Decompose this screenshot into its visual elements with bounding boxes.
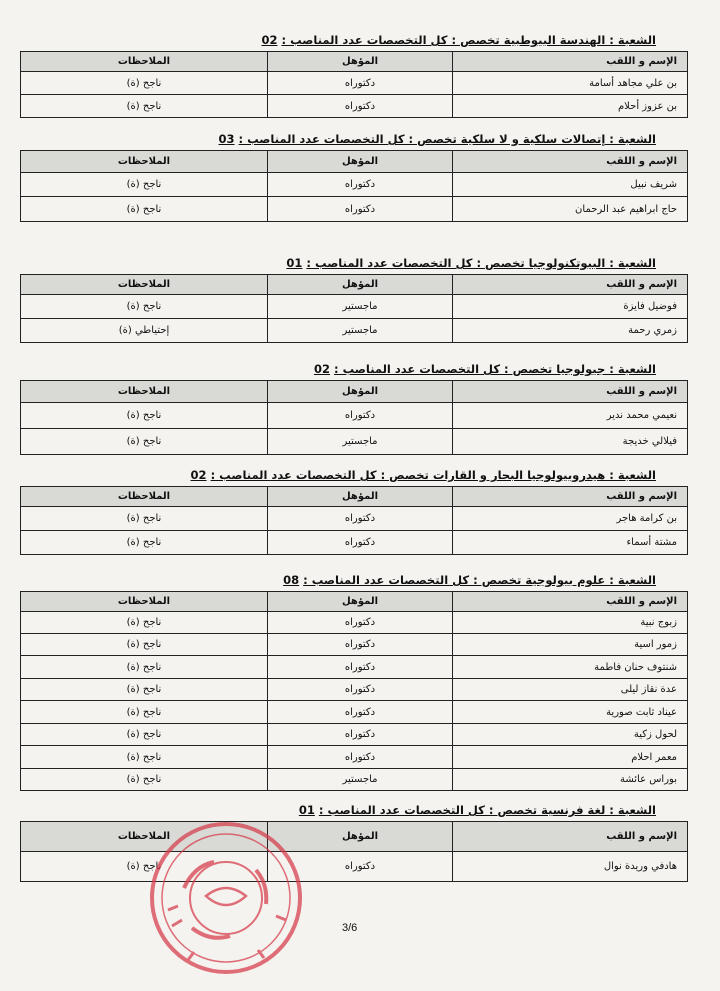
table-row: [21, 95, 688, 118]
cell-qualification: دكتوراه: [268, 679, 453, 701]
cell-name: شنتوف حنان فاطمة: [453, 656, 688, 679]
header-notes: الملاحظات: [21, 52, 268, 72]
cell-qualification: دكتوراه: [268, 95, 453, 118]
cell-name: بن كرامة هاجر: [453, 507, 688, 531]
results-table: [20, 150, 688, 222]
results-table: [20, 51, 688, 118]
table-row: [21, 612, 688, 634]
cell-notes: ناجح (ة): [21, 679, 268, 701]
cell-name: مشتة أسماء: [453, 531, 688, 555]
cell-name: زبوج نبية: [453, 612, 688, 634]
cell-notes: ناجح (ة): [21, 197, 268, 222]
cell-notes: ناجح (ة): [21, 531, 268, 555]
table-row: [21, 656, 688, 679]
cell-name: حاج ابراهيم عبد الرحمان: [453, 197, 688, 222]
table-row: [21, 507, 688, 531]
cell-name: بوراس عائشة: [453, 769, 688, 791]
cell-qualification: ماجستير: [268, 429, 453, 455]
table-row: [21, 724, 688, 746]
section-telecommunications: [20, 131, 677, 222]
results-table: [20, 274, 688, 343]
cell-notes: ناجح (ة): [21, 769, 268, 791]
cell-qualification: دكتوراه: [268, 724, 453, 746]
cell-qualification: دكتوراه: [268, 403, 453, 429]
cell-notes: ناجح (ة): [21, 852, 268, 882]
cell-name: هادفي وريدة نوال: [453, 852, 688, 882]
header-name: الإسم و اللقب: [453, 487, 688, 507]
table-row: [21, 403, 688, 429]
cell-name: زمري رحمة: [453, 319, 688, 343]
table-row: [21, 701, 688, 724]
table-row: [21, 679, 688, 701]
table-header-row: [21, 151, 688, 173]
table-header-row: [21, 592, 688, 612]
cell-qualification: دكتوراه: [268, 634, 453, 656]
cell-notes: ناجح (ة): [21, 612, 268, 634]
cell-qualification: ماجستير: [268, 295, 453, 319]
header-qualification: المؤهل: [268, 52, 453, 72]
table-header-row: [21, 52, 688, 72]
cell-notes: ناجح (ة): [21, 173, 268, 197]
cell-notes: ناجح (ة): [21, 295, 268, 319]
table-header-row: [21, 487, 688, 507]
table-header-row: [21, 822, 688, 852]
cell-qualification: دكتوراه: [268, 701, 453, 724]
table-row: [21, 319, 688, 343]
table-row: [21, 852, 688, 882]
header-notes: الملاحظات: [21, 822, 268, 852]
cell-qualification: دكتوراه: [268, 507, 453, 531]
table-row: [21, 197, 688, 222]
header-name: الإسم و اللقب: [453, 151, 688, 173]
cell-name: عيناد ثابت صورية: [453, 701, 688, 724]
cell-qualification: دكتوراه: [268, 197, 453, 222]
cell-notes: ناجح (ة): [21, 95, 268, 118]
table-row: [21, 746, 688, 769]
table-row: [21, 295, 688, 319]
header-qualification: المؤهل: [268, 151, 453, 173]
section-title: الشعبة : البيوتكنولوجيا تخصص : كل التخصصات عدد المناصب :01: [286, 256, 656, 270]
section-title: الشعبة : هيدروبيولوجيا البحار و القارات تخصص : كل التخصصات عدد المناصب :02: [190, 468, 656, 482]
table-row: [21, 634, 688, 656]
cell-notes: ناجح (ة): [21, 634, 268, 656]
cell-notes: ناجح (ة): [21, 656, 268, 679]
header-notes: الملاحظات: [21, 487, 268, 507]
cell-notes: ناجح (ة): [21, 746, 268, 769]
header-name: الإسم و اللقب: [453, 592, 688, 612]
section-title: الشعبة : إتصالات سلكية و لا سلكية تخصص : كل التخصصات عدد المناصب :03: [218, 132, 656, 146]
cell-notes: ناجح (ة): [21, 724, 268, 746]
header-notes: الملاحظات: [21, 151, 268, 173]
header-notes: الملاحظات: [21, 381, 268, 403]
cell-qualification: دكتوراه: [268, 852, 453, 882]
section-french-language: [20, 802, 677, 882]
cell-notes: ناجح (ة): [21, 701, 268, 724]
section-title: الشعبة : جيولوجيا تخصص : كل التخصصات عدد المناصب :02: [313, 362, 656, 376]
official-stamp: [146, 818, 306, 978]
section-biotechnology: [20, 255, 677, 343]
cell-qualification: ماجستير: [268, 769, 453, 791]
cell-notes: ناجح (ة): [21, 429, 268, 455]
header-qualification: المؤهل: [268, 487, 453, 507]
results-table: [20, 821, 688, 882]
header-name: الإسم و اللقب: [453, 822, 688, 852]
section-title: الشعبة : علوم بيولوجية تخصص : كل التخصصات عدد المناصب :08: [283, 573, 656, 587]
cell-notes: إحتياطي (ة): [21, 319, 268, 343]
results-table: [20, 486, 688, 555]
cell-qualification: دكتوراه: [268, 173, 453, 197]
cell-name: شريف نبيل: [453, 173, 688, 197]
table-row: [21, 173, 688, 197]
section-hydrobiology: [20, 467, 677, 555]
cell-name: نعيمي محمد ندير: [453, 403, 688, 429]
header-name: الإسم و اللقب: [453, 381, 688, 403]
cell-name: فوضيل فايزة: [453, 295, 688, 319]
table-row: [21, 531, 688, 555]
results-table: [20, 380, 688, 455]
header-qualification: المؤهل: [268, 275, 453, 295]
table-header-row: [21, 275, 688, 295]
cell-name: بن عزوز أحلام: [453, 95, 688, 118]
section-geology: [20, 361, 677, 455]
cell-notes: ناجح (ة): [21, 507, 268, 531]
header-qualification: المؤهل: [268, 381, 453, 403]
header-qualification: المؤهل: [268, 592, 453, 612]
cell-qualification: دكتوراه: [268, 746, 453, 769]
table-header-row: [21, 381, 688, 403]
cell-qualification: ماجستير: [268, 319, 453, 343]
page-number: 3/6: [342, 922, 358, 934]
cell-name: معمر احلام: [453, 746, 688, 769]
table-row: [21, 769, 688, 791]
table-row: [21, 429, 688, 455]
cell-name: عدة نقاز ليلى: [453, 679, 688, 701]
table-row: [21, 72, 688, 95]
header-notes: الملاحظات: [21, 592, 268, 612]
section-title: الشعبة : الهندسة البيوطبية تخصص : كل التخصصات عدد المناصب :02: [261, 33, 656, 47]
cell-name: لحول زكية: [453, 724, 688, 746]
header-name: الإسم و اللقب: [453, 275, 688, 295]
cell-qualification: دكتوراه: [268, 531, 453, 555]
cell-notes: ناجح (ة): [21, 72, 268, 95]
cell-name: فيلالي خديجة: [453, 429, 688, 455]
header-name: الإسم و اللقب: [453, 52, 688, 72]
section-biomedical-engineering: [20, 32, 677, 118]
results-table: [20, 591, 688, 791]
cell-qualification: دكتوراه: [268, 72, 453, 95]
header-notes: الملاحظات: [21, 275, 268, 295]
cell-qualification: دكتوراه: [268, 656, 453, 679]
cell-name: زمور اسية: [453, 634, 688, 656]
cell-name: بن علي مجاهد أسامة: [453, 72, 688, 95]
cell-notes: ناجح (ة): [21, 403, 268, 429]
section-title: الشعبة : لغة فرنسية تخصص : كل التخصصات عدد المناصب :01: [298, 803, 656, 817]
header-qualification: المؤهل: [268, 822, 453, 852]
section-biological-sciences: [20, 572, 677, 791]
cell-qualification: دكتوراه: [268, 612, 453, 634]
